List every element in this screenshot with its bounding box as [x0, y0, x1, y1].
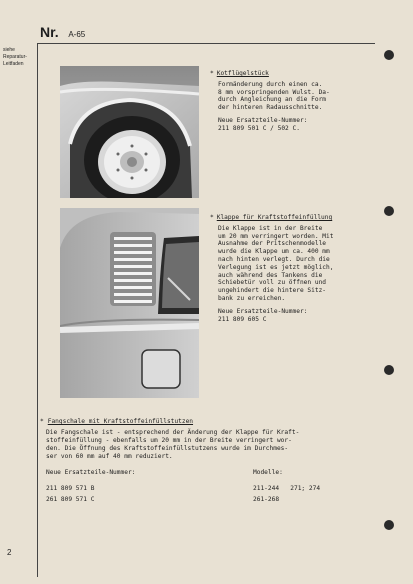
- bullet-star: *: [40, 418, 44, 425]
- part-number: 211 809 571 B: [46, 485, 95, 492]
- text-line: bank zu erreichen.: [218, 294, 286, 302]
- part-number: 211 809 501 C / 502 C.: [218, 124, 300, 132]
- punch-hole: [384, 520, 394, 530]
- side-note-line: Leitfaden: [3, 61, 24, 67]
- text-line: den. Die Öffnung des Kraftstoffeinfüllstutzens wurde im Durchmes-: [46, 445, 289, 452]
- section-title: Kotflügelstück: [216, 70, 269, 77]
- text-line: stoffeinfüllung - ebenfalls um 20 mm in der Breite verringert wor-: [46, 437, 292, 444]
- model-list: 211-244 271; 274: [253, 485, 321, 492]
- nr-label: Nr.: [40, 24, 59, 40]
- text-line: 8 mm vorspringenden Wulst. Da-: [218, 88, 330, 96]
- section-fuel-flap: [210, 214, 333, 323]
- section-title: Fangschale mit Kraftstoffeinfüllstutzen: [47, 418, 194, 425]
- models-header: Modelle:: [253, 469, 283, 476]
- section-title: Klappe für Kraftstoffeinfüllung: [216, 214, 333, 221]
- bullet-star: *: [210, 70, 214, 77]
- vent-louvres: [110, 232, 156, 306]
- fender-photo: [60, 66, 199, 198]
- part-number: 211 809 605 C: [218, 315, 267, 323]
- fuel-flap: [142, 350, 180, 388]
- part-number-label: Neue Ersatzteile-Nummer:: [218, 116, 308, 124]
- text-line: Ausnahme der Pritschenmodelle: [218, 240, 327, 248]
- text-line: Die Fangschale ist - entsprechend der Änderung der Klappe für Kraft-: [46, 429, 300, 436]
- fuel-flap-illustration: [60, 208, 199, 398]
- text-line: Formänderung durch einen ca.: [218, 80, 323, 88]
- part-number-label: Neue Ersatzteile-Nummer:: [218, 307, 308, 315]
- side-note-line: Reparatur-: [3, 54, 27, 60]
- side-note-line: siehe: [3, 47, 15, 53]
- text-line: nach hinten verlegt. Durch die: [218, 255, 330, 263]
- section-fender: [210, 70, 330, 133]
- punch-hole: [384, 365, 394, 375]
- text-line: Die Klappe ist in der Breite: [218, 224, 323, 232]
- text-line: ungehindert die hintere Sitz-: [218, 287, 327, 295]
- text-line: der hinteren Radausschnitte.: [218, 104, 323, 112]
- text-line: um 20 mm verringert worden. Mit: [218, 232, 334, 240]
- punch-hole: [384, 206, 394, 216]
- punch-hole: [384, 50, 394, 60]
- text-line: Verlegung ist es jetzt möglich,: [218, 263, 334, 271]
- text-line: Schiebetür voll zu öffnen und: [218, 279, 327, 287]
- text-line: wurde die Klappe um ca. 400 mm: [218, 248, 330, 256]
- model-list: 261-268: [253, 496, 280, 503]
- section-filler-cup: [40, 418, 370, 529]
- parts-header: Neue Ersatzteile-Nummer:: [46, 469, 136, 476]
- text-line: durch Angleichung an die Form: [218, 96, 327, 104]
- page-number: 2: [7, 548, 12, 557]
- text-line: ser von 60 mm auf 40 mm reduziert.: [46, 453, 173, 460]
- document-number: [40, 24, 85, 40]
- side-note: [3, 47, 35, 68]
- text-line: auch während des Tankens die: [218, 271, 323, 279]
- fender-illustration: [60, 66, 199, 198]
- parts-table: [40, 469, 370, 529]
- part-number: 261 809 571 C: [46, 496, 95, 503]
- nr-value: A-65: [68, 30, 86, 39]
- fuel-flap-photo: [60, 208, 199, 398]
- bullet-star: *: [210, 214, 214, 221]
